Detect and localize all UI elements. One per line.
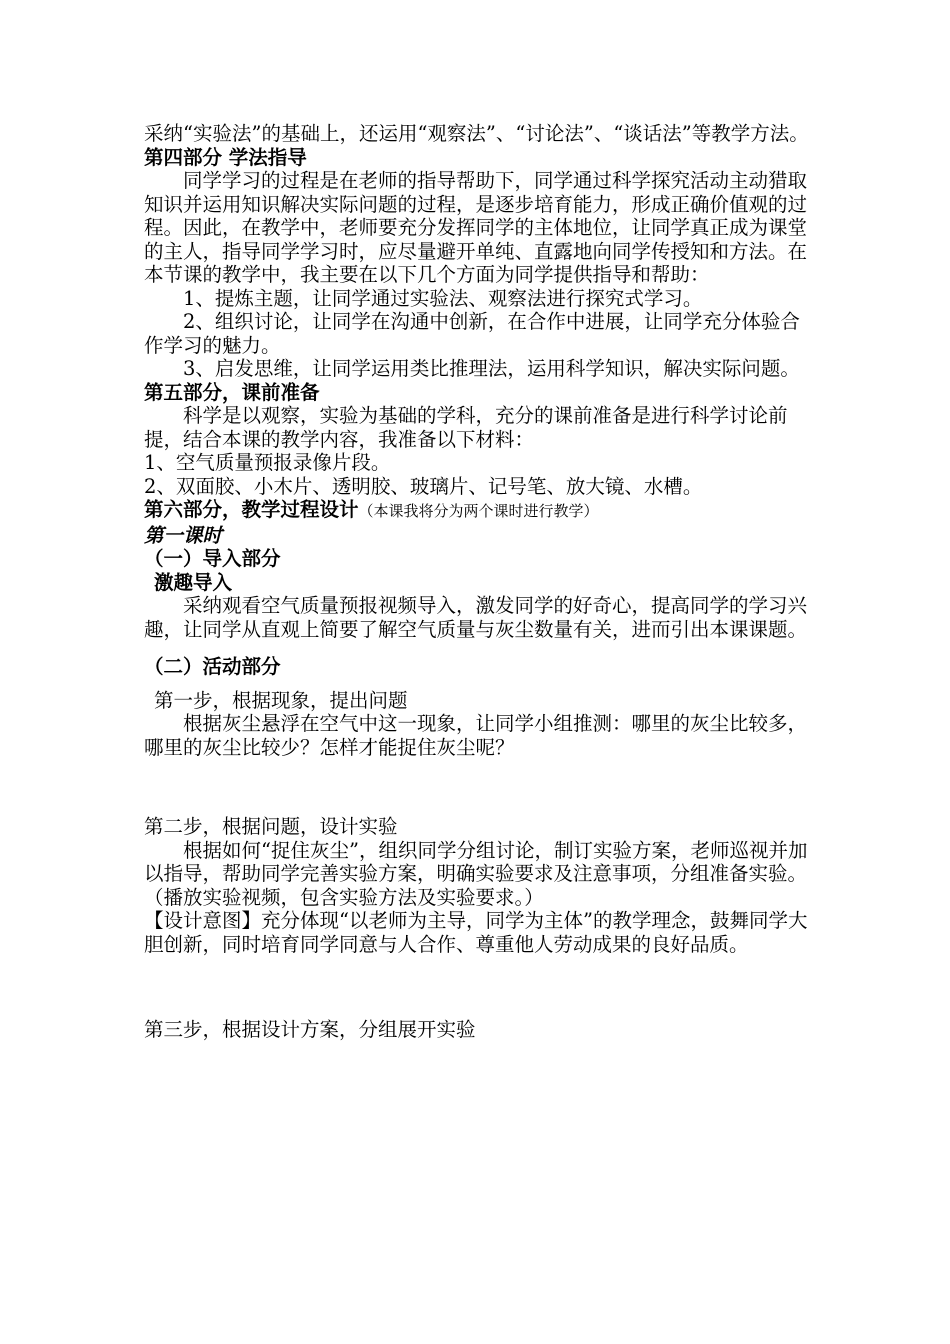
part4-item-3: 3、启发思维，让同学运用类比推理法，运用科学知识，解决实际问题。 bbox=[183, 357, 800, 380]
step3-title: 第三步，根据设计方案，分组展开实验 bbox=[144, 1018, 476, 1041]
part4-heading: 第四部分 学法指导 bbox=[144, 145, 307, 169]
part6-heading-line bbox=[144, 498, 816, 524]
spacer bbox=[144, 759, 816, 815]
spacer bbox=[144, 679, 816, 689]
part6-heading: 第六部分，教学过程设计 bbox=[144, 498, 359, 521]
spacer bbox=[144, 641, 816, 655]
step1-paragraph: 根据灰尘悬浮在空气中这一现象，让同学小组推测：哪里的灰尘比较多，哪里的灰尘比较少？怎样才能捉住灰尘呢？ bbox=[144, 712, 808, 759]
intro-paragraph: 采纳“实验法”的基础上，还运用“观察法”、“讨论法”、“谈话法”等教学方法。 bbox=[144, 122, 809, 145]
part4-paragraph: 同学学习的过程是在老师的指导帮助下，同学通过科学探究活动主动猎取知识并运用知识解决实际问题的过程，是逐步培育能力，形成正确价值观的过程。因此，在教学中，老师要充分发挥同学的主体地位，让同学真正成为课堂的主人，指导同学学习时，应尽量避开单纯、直露地向同学传授知和方法。在本节课的教学中，我主要在以下几个方面为同学提供指导和帮助： bbox=[144, 169, 808, 286]
part4-item-1: 1、提炼主题，让同学通过实验法、观察法进行探究式学习。 bbox=[183, 286, 703, 310]
step1-title: 第一步，根据现象，提出问题 bbox=[154, 688, 408, 712]
part5-item-1: 1、空气质量预报录像片段。 bbox=[144, 451, 391, 474]
part4-item-2: 2、组织讨论，让同学在沟通中创新，在合作中进展，让同学充分体验合作学习的魅力。 bbox=[144, 310, 800, 357]
step2-title: 第二步，根据问题，设计实验 bbox=[144, 815, 398, 838]
section2-heading: （二）活动部分 bbox=[144, 655, 281, 678]
document-page bbox=[144, 122, 816, 1042]
section1-paragraph: 采纳观看空气质量预报视频导入，激发同学的好奇心，提高同学的学习兴趣，让同学从直观上简要了解空气质量与灰尘数量有关，进而引出本课课题。 bbox=[144, 594, 808, 641]
part6-note: （本课我将分为两个课时进行教学） bbox=[358, 502, 599, 520]
part5-heading: 第五部分，课前准备 bbox=[144, 380, 320, 404]
spacer bbox=[144, 956, 816, 1018]
step2-design-intent: 【设计意图】充分体现“以老师为主导，同学为主体”的教学理念，鼓舞同学大胆创新，同时培育同学同意与人合作、尊重他人劳动成果的良好品质。 bbox=[144, 909, 808, 956]
lesson-title: 第一课时 bbox=[144, 523, 223, 547]
part5-item-2: 2、双面胶、小木片、透明胶、玻璃片、记号笔、放大镜、水槽。 bbox=[144, 474, 703, 498]
section1-subheading: 激趣导入 bbox=[154, 570, 233, 594]
section1-heading: （一）导入部分 bbox=[144, 547, 281, 570]
step2-paragraph: 根据如何“捉住灰尘”，组织同学分组讨论，制订实验方案，老师巡视并加以指导，帮助同学完善实验方案，明确实验要求及注意事项，分组准备实验。（播放实验视频，包含实验方法及实验要求。） bbox=[144, 838, 808, 909]
part5-paragraph: 科学是以观察，实验为基础的学科，充分的课前准备是进行科学讨论前提，结合本课的教学内容，我准备以下材料： bbox=[144, 404, 788, 451]
